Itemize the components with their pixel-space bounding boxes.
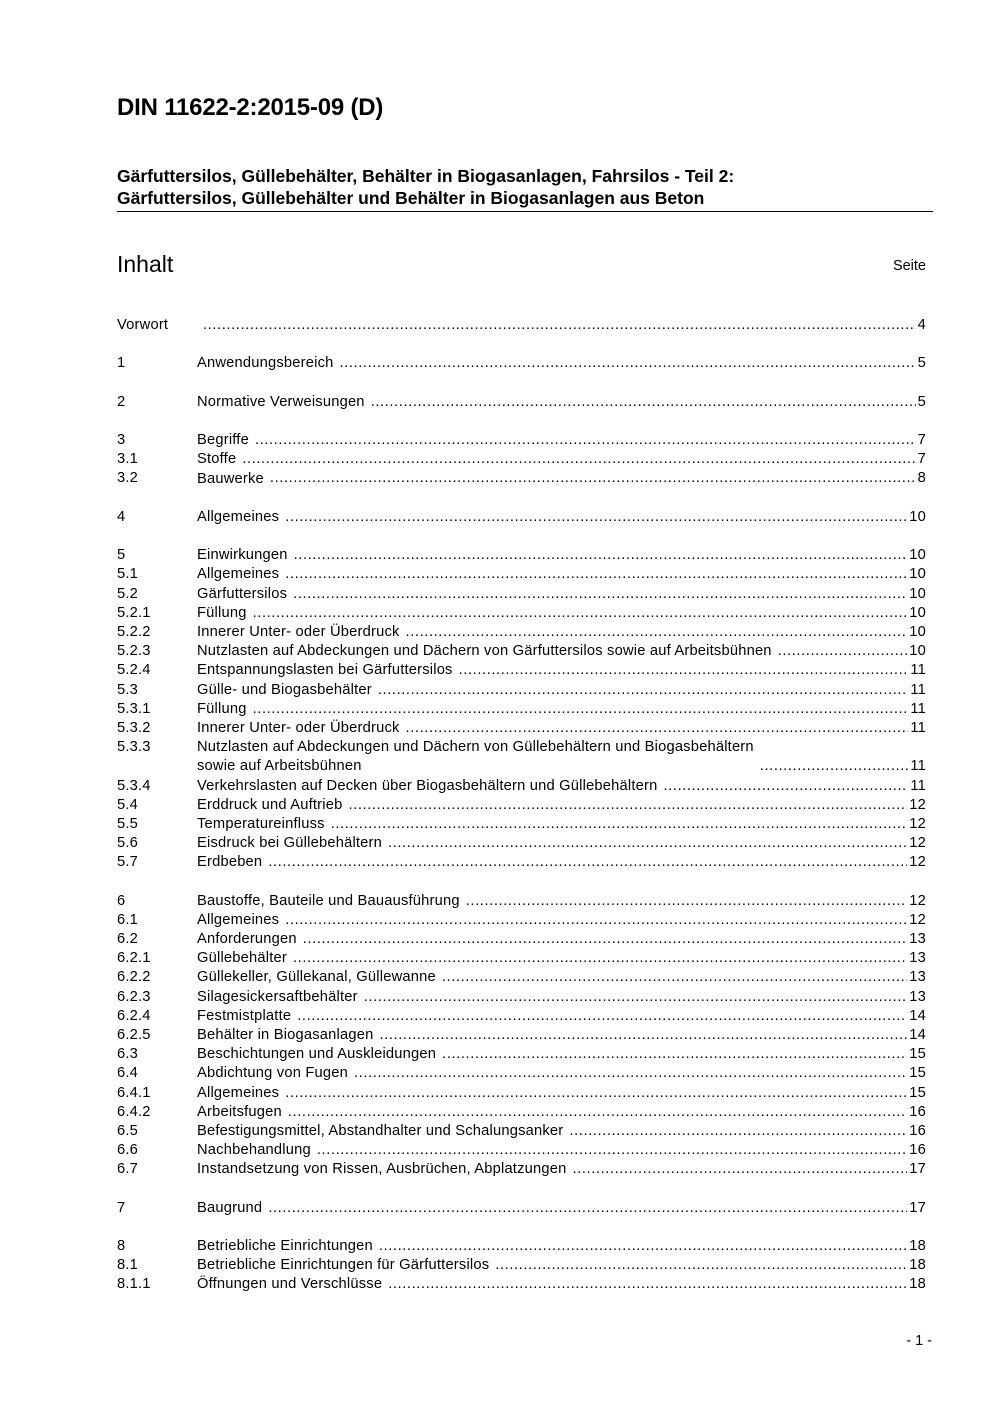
toc-entry-title: Nutzlasten auf Abdeckungen und Dächern von Gärfuttersilos sowie auf Arbeitsbühnen — [197, 643, 772, 660]
toc-entry-title: Temperatureinfluss — [197, 815, 325, 832]
subtitle-line-2: Gärfuttersilos, Güllebehälter und Behälter in Biogasanlagen aus Beton — [117, 188, 705, 208]
toc-entry-title: Eisdruck bei Güllebehältern — [197, 835, 383, 852]
toc-entry-number: 5.2.2 — [117, 623, 151, 640]
toc-entry-title: Einwirkungen — [197, 547, 288, 564]
toc-entry[interactable] — [117, 911, 926, 930]
toc-entry[interactable] — [117, 681, 926, 700]
toc-entry-number: 6.4 — [117, 1065, 139, 1082]
toc-entry-number: 5.2.4 — [117, 662, 151, 679]
toc-entry[interactable] — [117, 450, 926, 469]
toc-entry-title: Füllung — [197, 604, 247, 621]
toc-entry[interactable] — [117, 815, 926, 834]
toc-dot-leader — [388, 1275, 907, 1294]
toc-entry-page: 12 — [909, 854, 926, 871]
toc-entry-page: 10 — [909, 585, 926, 602]
toc-entry-number: 3.1 — [117, 451, 139, 468]
toc-entry-number: 6.2.4 — [117, 1007, 151, 1024]
toc-entry[interactable] — [117, 1045, 926, 1064]
toc-dot-leader — [303, 930, 907, 949]
toc-entry-title: Betriebliche Einrichtungen für Gärfuttersilos — [197, 1257, 490, 1274]
toc-entry-title: Güllebehälter — [197, 950, 287, 967]
toc-dot-leader — [340, 354, 916, 373]
toc-entry-page: 5 — [917, 355, 926, 372]
toc-entry[interactable] — [117, 1084, 926, 1103]
toc-entry-page: 16 — [909, 1103, 926, 1120]
toc-entry-page: 15 — [909, 1065, 926, 1082]
toc-entry-page: 13 — [909, 988, 926, 1005]
toc-entry-title: Befestigungsmittel, Abstandhalter und Schalungsanker — [197, 1122, 564, 1139]
toc-entry[interactable] — [117, 719, 926, 738]
toc-dot-leader — [466, 892, 908, 911]
toc-entry-number: 5.3.4 — [117, 777, 151, 794]
toc-entry-title: Baugrund — [197, 1199, 263, 1216]
toc-entry[interactable] — [117, 1026, 926, 1045]
toc-entry[interactable] — [117, 834, 926, 853]
toc-entry-page: 7 — [917, 451, 926, 468]
toc-entry-page: 7 — [917, 432, 926, 449]
toc-entry-number: 6.1 — [117, 911, 139, 928]
toc-dot-leader — [388, 834, 907, 853]
toc-entry-page: 10 — [909, 547, 926, 564]
toc-dot-leader — [288, 1103, 907, 1122]
toc-dot-leader — [371, 393, 916, 412]
toc-dot-leader — [285, 1084, 907, 1103]
table-of-contents — [117, 316, 926, 1295]
toc-dot-leader — [442, 968, 907, 987]
toc-entry-number: 6.2.5 — [117, 1026, 151, 1043]
toc-entry-page: 13 — [909, 950, 926, 967]
toc-entry-title: Bauwerke — [197, 470, 264, 487]
toc-entry-title: Nutzlasten auf Abdeckungen und Dächern von Güllebehältern und Biogasbehältern — [197, 739, 754, 756]
toc-entry-number: 5.3.3 — [117, 739, 151, 756]
toc-entry-number: 6.7 — [117, 1161, 139, 1178]
toc-entry[interactable] — [117, 1141, 926, 1160]
toc-dot-leader — [354, 1064, 907, 1083]
toc-entry-title: Gülle- und Biogasbehälter — [197, 681, 372, 698]
toc-entry-number: 6.4.2 — [117, 1103, 151, 1120]
toc-entry-page: 12 — [909, 911, 926, 928]
toc-entry-page: 10 — [909, 604, 926, 621]
toc-entry-title: Instandsetzung von Rissen, Ausbrüchen, Abplatzungen — [197, 1161, 567, 1178]
toc-entry-title: Verkehrslasten auf Decken über Biogasbehältern und Güllebehältern — [197, 777, 658, 794]
toc-entry-page: 18 — [909, 1257, 926, 1274]
toc-entry-title: Begriffe — [197, 432, 249, 449]
toc-entry[interactable] — [117, 892, 926, 911]
toc-entry-number: 6.5 — [117, 1122, 139, 1139]
toc-entry-number: 6.6 — [117, 1142, 139, 1159]
toc-entry[interactable] — [117, 585, 926, 604]
toc-entry-title: Normative Verweisungen — [197, 393, 365, 410]
toc-entry-number: 5.6 — [117, 835, 139, 852]
toc-dot-leader — [348, 796, 907, 815]
toc-dot-leader — [569, 1122, 907, 1141]
toc-dot-leader — [285, 565, 907, 584]
toc-dot-leader — [294, 546, 908, 565]
toc-entry[interactable] — [117, 988, 926, 1007]
toc-entry[interactable] — [117, 700, 926, 719]
toc-entry-number: 5.4 — [117, 796, 139, 813]
toc-dot-leader — [406, 719, 909, 738]
toc-entry-page: 11 — [910, 758, 926, 775]
toc-entry-title: Innerer Unter- oder Überdruck — [197, 624, 400, 640]
toc-dot-leader — [379, 1237, 907, 1256]
toc-dot-leader — [364, 988, 908, 1007]
toc-entry[interactable] — [117, 853, 926, 872]
toc-entry-page: 11 — [910, 719, 926, 736]
toc-entry-title-continuation: sowie auf Arbeitsbühnen — [197, 758, 362, 775]
toc-entry-number: 6 — [117, 892, 126, 909]
toc-dot-leader — [331, 815, 908, 834]
toc-entry-page: 16 — [909, 1142, 926, 1159]
toc-entry[interactable] — [117, 393, 926, 412]
toc-dot-leader — [572, 1160, 907, 1179]
toc-dot-leader — [293, 949, 907, 968]
toc-entry-number: 4 — [117, 508, 126, 525]
toc-dot-leader — [203, 316, 916, 335]
toc-entry-title: Erddruck und Auftrieb — [197, 796, 343, 813]
toc-entry-page: 15 — [909, 1084, 926, 1101]
toc-entry-title: Nachbehandlung — [197, 1142, 311, 1159]
toc-entry-page: 17 — [909, 1161, 926, 1178]
toc-entry-page: 4 — [917, 316, 926, 333]
toc-entry-number: 5.3.1 — [117, 700, 151, 717]
toc-entry[interactable] — [117, 604, 926, 623]
toc-entry-page: 13 — [909, 931, 926, 947]
toc-entry-page: 10 — [909, 508, 926, 525]
toc-entry-page: 10 — [909, 623, 926, 640]
toc-entry-page: 15 — [909, 1046, 926, 1063]
document-subtitle — [117, 165, 933, 212]
toc-entry-title: Gärfuttersilos — [197, 585, 288, 602]
toc-entry[interactable] — [117, 1122, 926, 1141]
toc-entry-page: 5 — [917, 393, 926, 410]
toc-entry[interactable] — [117, 1275, 926, 1294]
document-title: DIN 11622-2:2015-09 (D) — [117, 94, 384, 121]
toc-entry-number: 3 — [117, 432, 126, 449]
toc-entry-number: 5.1 — [117, 566, 139, 583]
toc-entry-page: 10 — [909, 566, 926, 583]
toc-heading: Inhalt — [117, 251, 174, 277]
toc-entry-page: 12 — [909, 796, 926, 813]
toc-entry[interactable] — [117, 661, 926, 680]
toc-entry-title: Allgemeines — [197, 1084, 280, 1101]
toc-dot-leader — [442, 1045, 907, 1064]
toc-entry-page: 12 — [909, 815, 926, 832]
toc-entry-page: 12 — [909, 835, 926, 852]
toc-entry-title: Behälter in Biogasanlagen — [197, 1026, 374, 1043]
toc-entry-number: Vorwort — [117, 316, 169, 333]
toc-entry[interactable] — [117, 1256, 926, 1275]
toc-entry[interactable] — [117, 777, 926, 796]
toc-dot-leader — [778, 642, 908, 661]
toc-entry-number: 7 — [117, 1199, 126, 1216]
toc-entry-page: 14 — [909, 1026, 926, 1043]
toc-dot-leader — [253, 700, 909, 719]
toc-entry[interactable] — [117, 1199, 926, 1218]
toc-entry[interactable] — [117, 431, 926, 450]
toc-entry[interactable] — [117, 546, 926, 565]
toc-dot-leader — [459, 661, 909, 680]
toc-dot-leader — [378, 681, 909, 700]
toc-entry[interactable] — [117, 508, 926, 527]
toc-entry-number: 8.1.1 — [117, 1276, 151, 1293]
toc-entry-title: Anforderungen — [197, 931, 297, 948]
toc-entry-title: Betriebliche Einrichtungen — [197, 1238, 373, 1255]
toc-entry-page: 16 — [909, 1122, 926, 1139]
toc-entry-title: Öffnungen und Verschlüsse — [197, 1276, 383, 1293]
toc-dot-leader — [379, 1026, 907, 1045]
toc-entry-number: 5.2.3 — [117, 643, 151, 660]
toc-entry[interactable] — [117, 968, 926, 987]
toc-entry[interactable] — [117, 949, 926, 968]
toc-dot-leader — [406, 623, 908, 642]
toc-entry-number: 6.3 — [117, 1046, 139, 1063]
toc-entry-title: Allgemeines — [197, 566, 280, 583]
toc-dot-leader — [242, 450, 915, 469]
toc-entry-page: 18 — [909, 1238, 926, 1254]
toc-entry-number: 5.5 — [117, 815, 139, 832]
toc-dot-leader — [285, 508, 907, 527]
toc-dot-leader — [317, 1141, 907, 1160]
toc-entry-page: 11 — [910, 681, 926, 698]
toc-entry-title: Allgemeines — [197, 911, 280, 928]
toc-entry-number: 1 — [117, 355, 126, 372]
toc-entry-title: Füllung — [197, 700, 247, 717]
toc-entry-page: 12 — [909, 892, 926, 909]
toc-entry[interactable] — [117, 623, 926, 642]
toc-entry[interactable] — [117, 1103, 926, 1122]
toc-dot-leader — [268, 1199, 907, 1218]
toc-entry[interactable] — [117, 1007, 926, 1026]
toc-entry-number: 6.2.2 — [117, 969, 151, 986]
toc-entry-title: Erdbeben — [197, 854, 263, 871]
toc-dot-leader — [293, 585, 907, 604]
toc-entry-number: 6.2.3 — [117, 988, 151, 1005]
toc-entry-number: 6.2.1 — [117, 950, 151, 967]
toc-entry-number: 2 — [117, 393, 126, 410]
toc-entry-title: Festmistplatte — [197, 1007, 292, 1024]
toc-entry-page: 11 — [910, 700, 926, 717]
page-column-label: Seite — [892, 258, 926, 274]
toc-entry-number: 5.2.1 — [117, 604, 151, 621]
toc-entry[interactable] — [117, 316, 926, 335]
toc-entry-title: Baustoffe, Bauteile und Bauausführung — [197, 892, 460, 909]
toc-entry[interactable] — [117, 930, 926, 949]
toc-entry-page: 13 — [909, 969, 926, 986]
toc-entry-title: Beschichtungen und Auskleidungen — [197, 1046, 437, 1063]
toc-entry-page: 11 — [910, 662, 926, 679]
toc-entry-page: 10 — [909, 643, 926, 660]
toc-entry[interactable] — [117, 1237, 926, 1256]
toc-entry-page: 14 — [909, 1007, 926, 1024]
toc-entry-page: 17 — [909, 1199, 926, 1216]
toc-entry-title: Entspannungslasten bei Gärfuttersilos — [197, 662, 453, 679]
toc-entry-title: Silagesickersaftbehälter — [197, 988, 358, 1005]
toc-dot-leader — [663, 777, 908, 796]
toc-entry[interactable] — [117, 738, 926, 776]
toc-entry-number: 5.7 — [117, 854, 139, 871]
toc-entry[interactable] — [117, 470, 926, 489]
subtitle-line-1: Gärfuttersilos, Güllebehälter, Behälter in Biogasanlagen, Fahrsilos - Teil 2: — [117, 166, 735, 186]
toc-dot-leader — [760, 757, 909, 776]
toc-entry-title: Abdichtung von Fugen — [197, 1065, 348, 1082]
toc-dot-leader — [297, 1007, 907, 1026]
toc-entry-number: 3.2 — [117, 470, 139, 487]
toc-entry-number: 5.3.2 — [117, 719, 151, 736]
toc-entry[interactable] — [117, 796, 926, 815]
toc-entry-page: 18 — [909, 1276, 926, 1293]
toc-dot-leader — [285, 911, 907, 930]
toc-entry-number: 6.4.1 — [117, 1084, 151, 1101]
toc-entry-number: 8.1 — [117, 1257, 139, 1274]
toc-dot-leader — [255, 431, 916, 450]
toc-dot-leader — [268, 853, 907, 872]
toc-entry-page: 8 — [917, 470, 926, 487]
toc-entry-title: Stoffe — [197, 451, 237, 468]
toc-entry[interactable] — [117, 354, 926, 373]
toc-entry-number: 5.2 — [117, 585, 139, 602]
toc-entry[interactable] — [117, 565, 926, 584]
toc-dot-leader — [495, 1256, 907, 1275]
toc-entry-number: 8 — [117, 1238, 126, 1254]
toc-entry-page: 11 — [910, 777, 926, 794]
toc-dot-leader — [253, 604, 908, 623]
page-number: - 1 - — [906, 1333, 932, 1349]
toc-entry[interactable] — [117, 642, 926, 661]
toc-entry-title: Innerer Unter- oder Überdruck — [197, 719, 400, 736]
toc-dot-leader — [270, 469, 916, 488]
toc-entry-number: 6.2 — [117, 931, 139, 947]
toc-entry-title: Anwendungsbereich — [197, 355, 334, 372]
toc-entry-title: Güllekeller, Güllekanal, Güllewanne — [197, 969, 436, 986]
toc-entry-number: 5 — [117, 547, 126, 564]
toc-entry-title: Arbeitsfugen — [197, 1103, 282, 1120]
toc-entry-title: Allgemeines — [197, 508, 280, 525]
toc-entry[interactable] — [117, 1160, 926, 1179]
toc-entry-number: 5.3 — [117, 681, 139, 698]
toc-entry[interactable] — [117, 1064, 926, 1083]
